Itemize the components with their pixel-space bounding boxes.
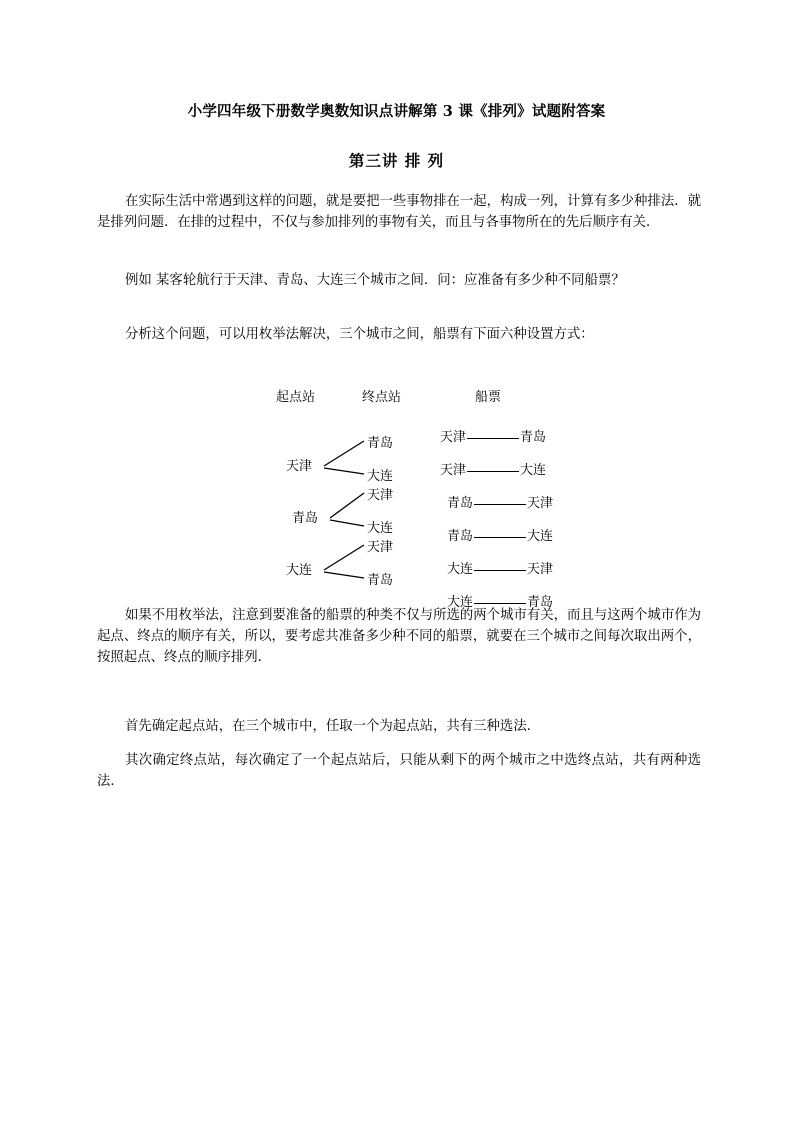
tree-destination-node: 青岛 [367,436,394,451]
ticket-from: 青岛 [447,496,474,511]
ticket-row [447,530,553,543]
column-header-start-station: 起点站 [276,390,316,405]
ticket-to: 青岛 [520,430,547,445]
ticket-row [447,497,553,510]
ticket-row [440,431,546,444]
tree-source-node: 大连 [286,563,313,578]
column-header-ticket: 船票 [475,390,502,405]
column-header-end-station: 终点站 [362,390,402,405]
ticket-to: 大连 [520,463,547,478]
tree-source-node: 天津 [286,459,313,474]
ticket-to: 大连 [527,529,554,544]
ticket-to: 青岛 [527,595,554,610]
ticket-connector-line [467,471,519,472]
section-heading: 第三讲 排 列 [348,151,445,170]
tree-source-node: 青岛 [292,511,319,526]
paragraph-step-one: 首先确定起点站，在三个城市中，任取一个为起点站，共有三种选法． [125,719,541,734]
ticket-connector-line [474,504,526,505]
tree-destination-node: 青岛 [367,573,394,588]
paragraph-intro: 在实际生活中常遇到这样的问题，就是要把一些事物排在一起，构成一列，计算有多少种排法．就是排列问题．在排的过程中，不仅与参加排列的事物有关，而且与各事物所在的先后顺序有关． [97,194,701,231]
tree-branch-lines [262,386,562,586]
ticket-row [447,563,553,576]
paragraph-step-two: 其次确定终点站，每次确定了一个起点站后，只能从剩下的两个城市之中选终点站，共有两种选法． [97,753,701,790]
ticket-from: 天津 [440,463,467,478]
ticket-from: 青岛 [447,529,474,544]
ticket-from: 天津 [440,430,467,445]
page-title: 小学四年级下册数学奥数知识点讲解第 3 课《排列》试题附答案 [187,103,606,120]
tree-destination-node: 大连 [367,469,394,484]
ticket-from: 大连 [447,595,474,610]
ticket-connector-line [474,570,526,571]
paragraph-analysis: 分析这个问题，可以用枚举法解决，三个城市之间，船票有下面六种设置方式： [125,327,594,342]
paragraph-example: 例如 某客轮航行于天津、青岛、大连三个城市之间．问：应准备有多少种不同船票？ [125,273,625,288]
tree-destination-node: 大连 [367,521,394,536]
ticket-connector-line [474,603,526,604]
ticket-to: 天津 [527,496,554,511]
tree-destination-node: 天津 [367,540,394,555]
ticket-connector-line [467,438,519,439]
paragraph-reasoning: 如果不用枚举法，注意到要准备的船票的种类不仅与所选的两个城市有关，而且与这两个城市作为起点、终点的顺序有关，所以，要考虑共准备多少种不同的船票，就要在三个城市之间每次取出两个，按照起点、终点的顺序排列． [97,608,701,666]
enumeration-tree-diagram [262,386,562,610]
ticket-to: 天津 [527,562,554,577]
ticket-row [440,464,546,477]
ticket-from: 大连 [447,562,474,577]
ticket-connector-line [474,537,526,538]
tree-destination-node: 天津 [367,488,394,503]
